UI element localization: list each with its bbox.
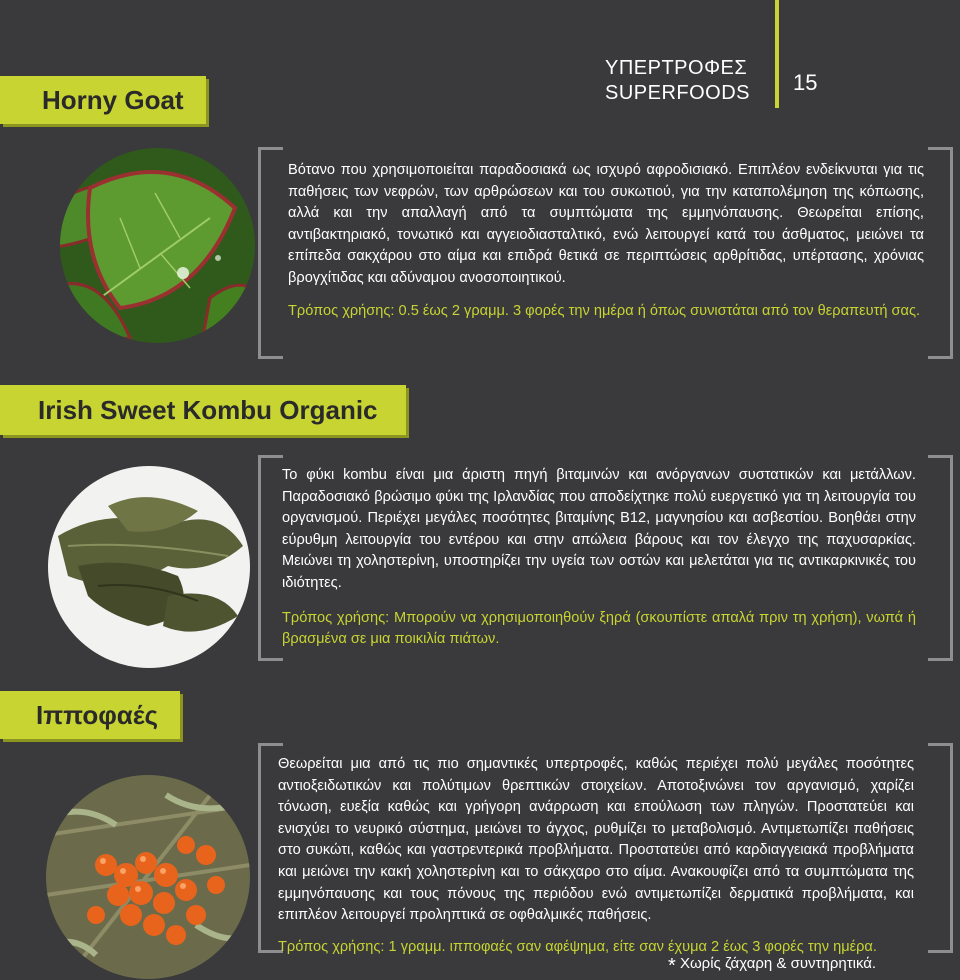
horny-goat-leaf-photo <box>60 148 255 343</box>
berries-illustration <box>46 775 250 979</box>
kombu-seaweed-photo <box>48 466 250 668</box>
sea-buckthorn-berries-photo <box>46 775 250 979</box>
section-description: Το φύκι kombu είναι μια άριστη πηγή βιταμινών και ανόργανων συστατικών και μετάλλων. Παραδοσιακό βρώσιμο φύκι της Ιρλανδίας που αποδείχτηκε πολύ ευεργετικό για τη λειτουργία του οργανισμού. Περιέχει μεγάλες ποσότητες βιταμίνης Β12, μαγνησίου και ασβεστίου. Βοηθάει στην εύρυθμη λειτουργία του εντέρου και στην απώλεια βάρους και τον έλεγχο της παχυσαρκίας. Μειώνει τη χοληστερίνη, υποστηρίζει την υγεία των οστών και μελετάται για τις αντικαρκινικές του ιδιότητες. <box>282 467 916 591</box>
section-description: Βότανο που χρησιμοποιείται παραδοσιακά ως ισχυρό αφροδισιακό. Επιπλέον ενδείκνυται για τις παθήσεις των νεφρών, των αρθρώσεων και του συκωτιού, για την καταπολέμηση της κόπωσης, αλλά και την απαλλαγή από τα συμπτώματα της εμμηνόπαυσης. Θεωρείται επίσης, αντιβακτηριακό, τονωτικό και αγγειοδιασταλτικό, ενώ λειτουργεί κατά του άσθματος, μειώνει τα επίπεδα σακχάρου στο αίμα και επιδρά θετικά σε περιπτώσεις αρθρίτιδας, υπέρτασης, χρόνιας βρογχίτιδας και αδύναμου ανοσοποιητικού. <box>288 162 924 286</box>
section-body-kombu <box>282 465 916 651</box>
seaweed-illustration <box>48 466 250 668</box>
magazine-section-header <box>605 56 760 106</box>
section-title-sea-buckthorn: Ιπποφαές <box>0 691 180 739</box>
usage-instructions: Τρόπος χρήσης: 0.5 έως 2 γραμμ. 3 φορές την ημέρα ή όπως συνιστάται από τον θεραπευτή σας. <box>288 302 921 319</box>
section-title-kombu: Irish Sweet Kombu Organic <box>0 385 406 435</box>
bracket-left-1 <box>258 147 283 359</box>
footnote-text: Χωρίς ζάχαρη & συντηρητικά. <box>679 955 877 972</box>
leaf-illustration <box>60 148 255 343</box>
bracket-right-2 <box>928 455 953 661</box>
usage-instructions: Τρόπος χρήσης: 1 γραμμ. ιπποφαές σαν αφέψημα, είτε σαν έχυμα 2 έως 3 φορές την ημέρα. <box>278 938 877 955</box>
footnote <box>668 955 876 978</box>
footnote-asterisk: * <box>668 955 676 977</box>
page-number: 15 <box>793 70 818 95</box>
header-line-english: SUPERFOODS <box>605 82 751 104</box>
section-body-sea-buckthorn <box>278 754 914 958</box>
usage-instructions: Τρόπος χρήσης: Μπορούν να χρησιμοποιηθούν ξηρά (σκουπίστε απαλά πριν τη χρήση), νωπά ή βρασμένα σε μια ποικιλία πιάτων. <box>282 609 916 648</box>
bracket-right-1 <box>928 147 953 359</box>
header-divider <box>775 0 779 108</box>
header-line-greek: ΥΠΕΡΤΡΟΦΕΣ <box>605 57 748 79</box>
bracket-left-2 <box>258 455 283 661</box>
section-body-horny-goat <box>288 160 924 322</box>
bracket-right-3 <box>928 743 953 953</box>
section-title-horny-goat: Horny Goat <box>0 76 206 124</box>
section-description: Θεωρείται μια από τις πιο σημαντικές υπερτροφές, καθώς περιέχει πολύ μεγάλες ποσότητες αντιοξειδωτικών και πολύτιμων θρεπτικών στοιχείων. Αποτοξινώνει τον αργανισμό, χαρίζει τόνωση, ευεξία καθώς και γρήγορη ανάρρωση και επούλωση των πληγών. Προστατεύει και ενισχύει το νευρικό σύστημα, μειώνει το άγχος, ρυθμίζει το μεταβολισμό. Αντιμετωπίζει παθήσεις στο συκώτι, καθώς και γαστρεντερικά προβλήματα. Προστατεύει από καρδιαγγειακά προβλήματα και μειώνει την κακή χοληστερίνη και το σάκχαρο στο αίμα. Ανακουφίζει από τα συμπτώματα της εμμηνόπαυσης και τους πόνους της περιόδου ενώ αντιμετωπίζει δερματικά προβλήματα, και επιπλέον λειτουργεί προληπτικά σε οφθαλμικές παθήσεις. <box>278 756 914 924</box>
